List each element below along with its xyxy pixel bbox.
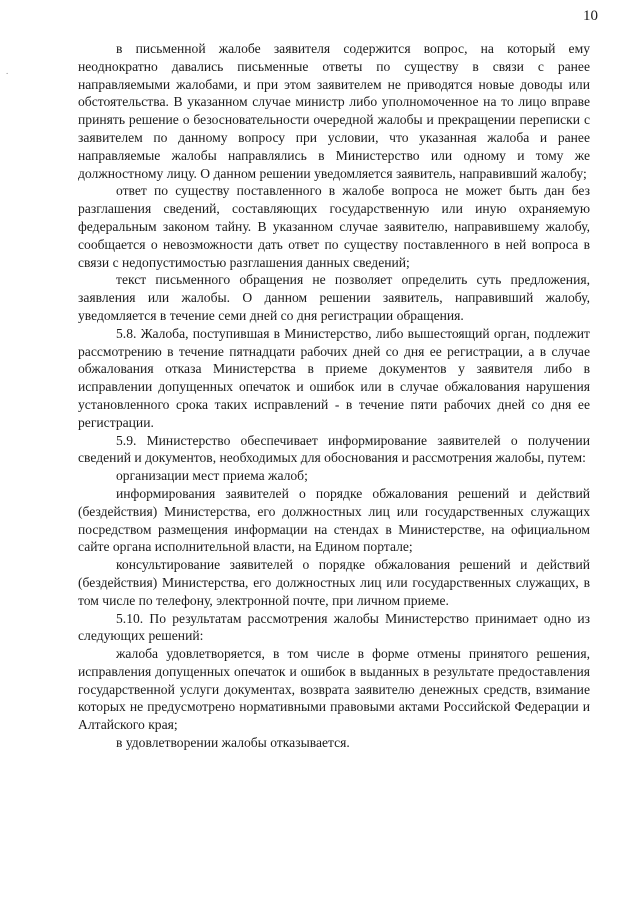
list-item-reception-places: организации мест приема жалоб;	[116, 468, 308, 484]
paragraph-repeated-complaint: в письменной жалобе заявителя содержится вопрос, на который ему неоднократно давались письменные ответы по существу в связи с ранее направляемыми жалобами, и при этом заявителем не приводятся новые доводы или обстоятельства. В указанном случае министр либо уполномоченное на то лицо вправе принять решение о безосновательности очередной жалобы и прекращении переписки с заявителем по данному вопросу при условии, что указанная жалоба и ранее направляемые жалобы направлялись в Министерство или одному и тому же должностному лицу. О данном решении уведомляется заявитель, направивший жалобу;	[78, 41, 590, 181]
document-body	[78, 40, 590, 752]
paragraph-5-8: 5.8. Жалоба, поступившая в Министерство, либо вышестоящий орган, подлежит рассмотрению в течение пятнадцати рабочих дней со дня ее регистрации, а в случае обжалования отказа Министерства в приеме документов у заявителя либо в исправлении допущенных опечаток и ошибок или в случае обжалования нарушения установленного срока таких исправлений - в течение пяти рабочих дней со дня ее регистрации.	[78, 325, 590, 430]
list-item-informing: информирования заявителей о порядке обжалования решений и действий (бездействия) Министерства, его должностных лиц или государственных служащих посредством размещения информации на стендах в Министерстве, на официальном сайте органа исполнительной власти, на Едином портале;	[78, 485, 590, 555]
paragraph-unclear-text: текст письменного обращения не позволяет определить суть предложения, заявления или жалобы. О данном решении заявитель, направивший жалобу, уведомляется в течение семи дней со дня регистрации обращения.	[78, 272, 590, 323]
paragraph-5-9: 5.9. Министерство обеспечивает информирование заявителей о получении сведений и документов, необходимых для обоснования и рассмотрения жалобы, путем:	[78, 432, 590, 466]
paragraph-state-secret: ответ по существу поставленного в жалобе вопроса не может быть дан без разглашения сведений, составляющих государственную или иную охраняемую федеральным законом тайну. В указанном случае заявителю, направившему жалобу, сообщается о невозможности дать ответ по существу поставленного в ней вопроса в связи с недопустимостью разглашения данных сведений;	[78, 183, 590, 270]
list-item-complaint-rejected: в удовлетворении жалобы отказывается.	[116, 735, 350, 751]
list-item-complaint-satisfied: жалоба удовлетворяется, в том числе в форме отмены принятого решения, исправления допущенных опечаток и ошибок в выданных в результате предоставления государственной услуги документах, возврата заявителю денежных средств, взимание которых не предусмотрено нормативными правовыми актами Российской Федерации и Алтайского края;	[78, 646, 590, 733]
list-item-consulting: консультирование заявителей о порядке обжалования решений и действий (бездействия) Министерства, его должностных лиц или государственных служащих, в том числе по телефону, электронной почте, при личном приеме.	[78, 557, 590, 608]
margin-mark: .	[6, 66, 9, 76]
paragraph-5-10: 5.10. По результатам рассмотрения жалобы Министерство принимает одно из следующих решений:	[78, 610, 590, 644]
page-number: 10	[583, 8, 598, 24]
